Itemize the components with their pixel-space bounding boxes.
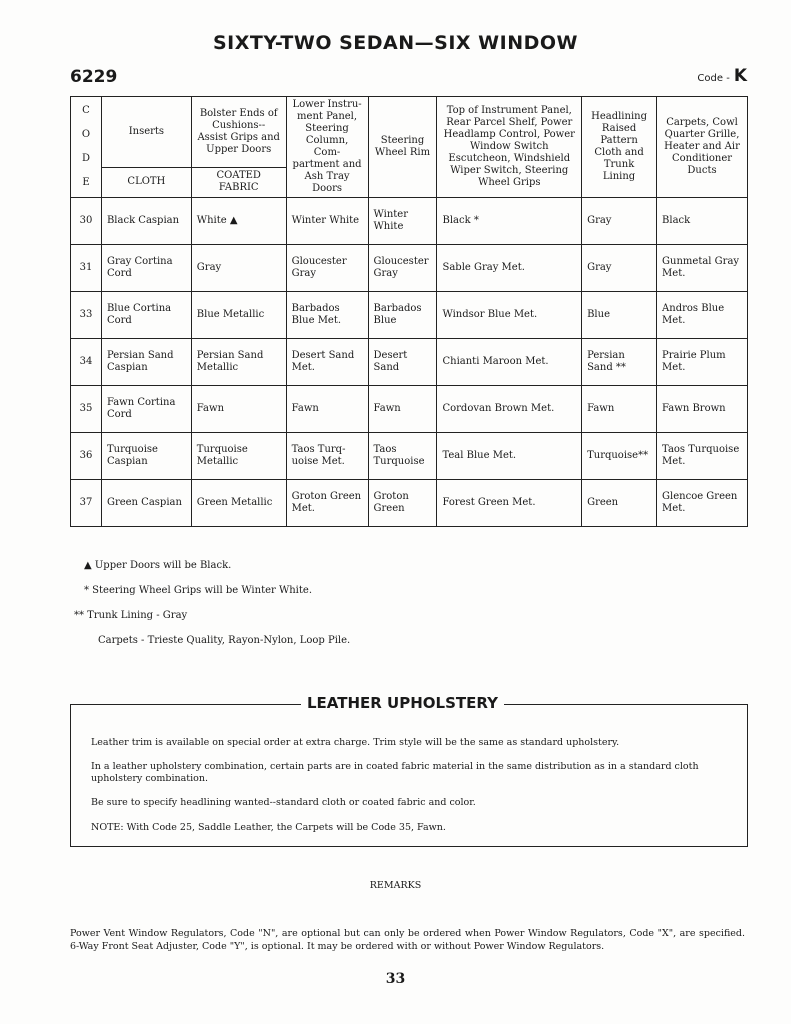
- code-value: K: [733, 66, 747, 86]
- table-cell: Windsor Blue Met.: [437, 292, 582, 339]
- table-cell: Black Caspian: [101, 198, 191, 245]
- leather-paragraph: In a leather upholstery combination, certain parts are in coated fabric material in the same distribution as in a standard cloth upholstery combination.: [91, 761, 699, 784]
- table-cell: Desert Sand Met.: [286, 339, 368, 386]
- table-cell: Fawn: [368, 386, 437, 433]
- table-cell: Groton Green: [368, 480, 437, 527]
- table-row: [71, 339, 748, 386]
- table-cell: Desert Sand: [368, 339, 437, 386]
- leather-paragraph: Leather trim is available on special order at extra charge. Trim style will be the same as standard upholstery.: [91, 737, 620, 748]
- header-headlining: Headlining Raised Pattern Cloth and Trunk Lining: [582, 97, 657, 198]
- table-cell: Gray: [582, 245, 657, 292]
- table-cell: Fawn: [191, 386, 286, 433]
- trim-code: [697, 66, 747, 86]
- table-cell: Glencoe Green Met.: [657, 480, 748, 527]
- trim-code-cell: 30: [71, 198, 102, 245]
- table-cell: Gray: [582, 198, 657, 245]
- table-cell: Green: [582, 480, 657, 527]
- code-header: C O D E: [71, 97, 102, 198]
- trim-table: [70, 96, 748, 527]
- table-cell: Persian Sand **: [582, 339, 657, 386]
- table-cell: Winter White: [368, 198, 437, 245]
- page-number: 33: [385, 971, 406, 987]
- table-cell: Gunmetal Gray Met.: [657, 245, 748, 292]
- subheader-coated-fabric: COATED FABRIC: [191, 167, 286, 197]
- table-cell: Fawn Brown: [657, 386, 748, 433]
- table-cell: Sable Gray Met.: [437, 245, 582, 292]
- table-cell: Prairie Plum Met.: [657, 339, 748, 386]
- page-title: SIXTY-TWO SEDAN—SIX WINDOW: [213, 32, 578, 54]
- table-cell: Green Metallic: [191, 480, 286, 527]
- footnotes: [74, 560, 351, 660]
- trim-code-cell: 36: [71, 433, 102, 480]
- note: * Steering Wheel Grips will be Winter White.: [84, 585, 312, 596]
- header-bolster: Bolster Ends of Cushions-- Assist Grips and Upper Doors: [191, 97, 286, 168]
- table-cell: Gray: [191, 245, 286, 292]
- trim-code-cell: 33: [71, 292, 102, 339]
- table-cell: Taos Turq- uoise Met.: [286, 433, 368, 480]
- leather-paragraph: NOTE: With Code 25, Saddle Leather, the Carpets will be Code 35, Fawn.: [91, 822, 446, 833]
- remarks-title: REMARKS: [369, 880, 422, 891]
- trim-code-cell: 31: [71, 245, 102, 292]
- table-row: [71, 198, 748, 245]
- table-cell: Barbados Blue: [368, 292, 437, 339]
- table-cell: Turquoise Caspian: [101, 433, 191, 480]
- table-cell: Persian Sand Caspian: [101, 339, 191, 386]
- header-top-panel: Top of Instrument Panel, Rear Parcel Shelf, Power Headlamp Control, Power Window Switch Escutcheon, Windshield Wiper Switch, Steering Wheel Grips: [437, 97, 582, 198]
- table-row: [71, 480, 748, 527]
- table-cell: Barbados Blue Met.: [286, 292, 368, 339]
- note: ▲ Upper Doors will be Black.: [84, 560, 232, 571]
- table-row: [71, 292, 748, 339]
- table-cell: Persian Sand Metallic: [191, 339, 286, 386]
- leather-paragraph: Be sure to specify headlining wanted--standard cloth or coated fabric and color.: [91, 797, 476, 808]
- table-cell: Gloucester Gray: [368, 245, 437, 292]
- table-cell: Chianti Maroon Met.: [437, 339, 582, 386]
- table-row: [71, 433, 748, 480]
- table-cell: Blue Metallic: [191, 292, 286, 339]
- table-cell: Fawn: [582, 386, 657, 433]
- table-cell: Gloucester Gray: [286, 245, 368, 292]
- table-cell: Fawn Cortina Cord: [101, 386, 191, 433]
- model-number: 6229: [70, 67, 118, 87]
- table-cell: Black *: [437, 198, 582, 245]
- table-cell: Black: [657, 198, 748, 245]
- table-cell: Fawn: [286, 386, 368, 433]
- trim-code-cell: 37: [71, 480, 102, 527]
- table-cell: Groton Green Met.: [286, 480, 368, 527]
- table-row: [71, 386, 748, 433]
- trim-code-cell: 35: [71, 386, 102, 433]
- leather-title: LEATHER UPHOLSTERY: [301, 694, 504, 712]
- table-cell: Winter White: [286, 198, 368, 245]
- note: ** Trunk Lining - Gray: [74, 610, 188, 621]
- table-cell: Forest Green Met.: [437, 480, 582, 527]
- table-cell: Blue: [582, 292, 657, 339]
- trim-code-cell: 34: [71, 339, 102, 386]
- table-cell: Taos Turquoise: [368, 433, 437, 480]
- table-cell: Teal Blue Met.: [437, 433, 582, 480]
- table-cell: Green Caspian: [101, 480, 191, 527]
- subheader-cloth: CLOTH: [101, 167, 191, 197]
- header-lower-panel: Lower Instru- ment Panel, Steering Column, Com- partment and Ash Tray Doors: [286, 97, 368, 198]
- table-cell: Turquoise Metallic: [191, 433, 286, 480]
- remarks-text: Power Vent Window Regulators, Code "N", are optional but can only be ordered when Power Window Regulators, Code "X", are specified. 6-Way Front Seat Adjuster, Code "Y", is optional. It may be ordered with or without Power Window Regulators.: [70, 928, 745, 952]
- table-cell: Cordovan Brown Met.: [437, 386, 582, 433]
- leather-upholstery-box: [70, 694, 748, 847]
- table-cell: Gray Cortina Cord: [101, 245, 191, 292]
- table-cell: White ▲: [191, 198, 286, 245]
- table-cell: Blue Cortina Cord: [101, 292, 191, 339]
- header-inserts: Inserts: [101, 97, 191, 168]
- table-cell: Taos Turquoise Met.: [657, 433, 748, 480]
- table-row: [71, 245, 748, 292]
- table-cell: Turquoise**: [582, 433, 657, 480]
- note: Carpets - Trieste Quality, Rayon-Nylon, Loop Pile.: [98, 635, 351, 646]
- header-steering-rim: Steering Wheel Rim: [368, 97, 437, 198]
- code-label: Code -: [697, 73, 730, 84]
- header-carpets: Carpets, Cowl Quarter Grille, Heater and Air Conditioner Ducts: [657, 97, 748, 198]
- table-cell: Andros Blue Met.: [657, 292, 748, 339]
